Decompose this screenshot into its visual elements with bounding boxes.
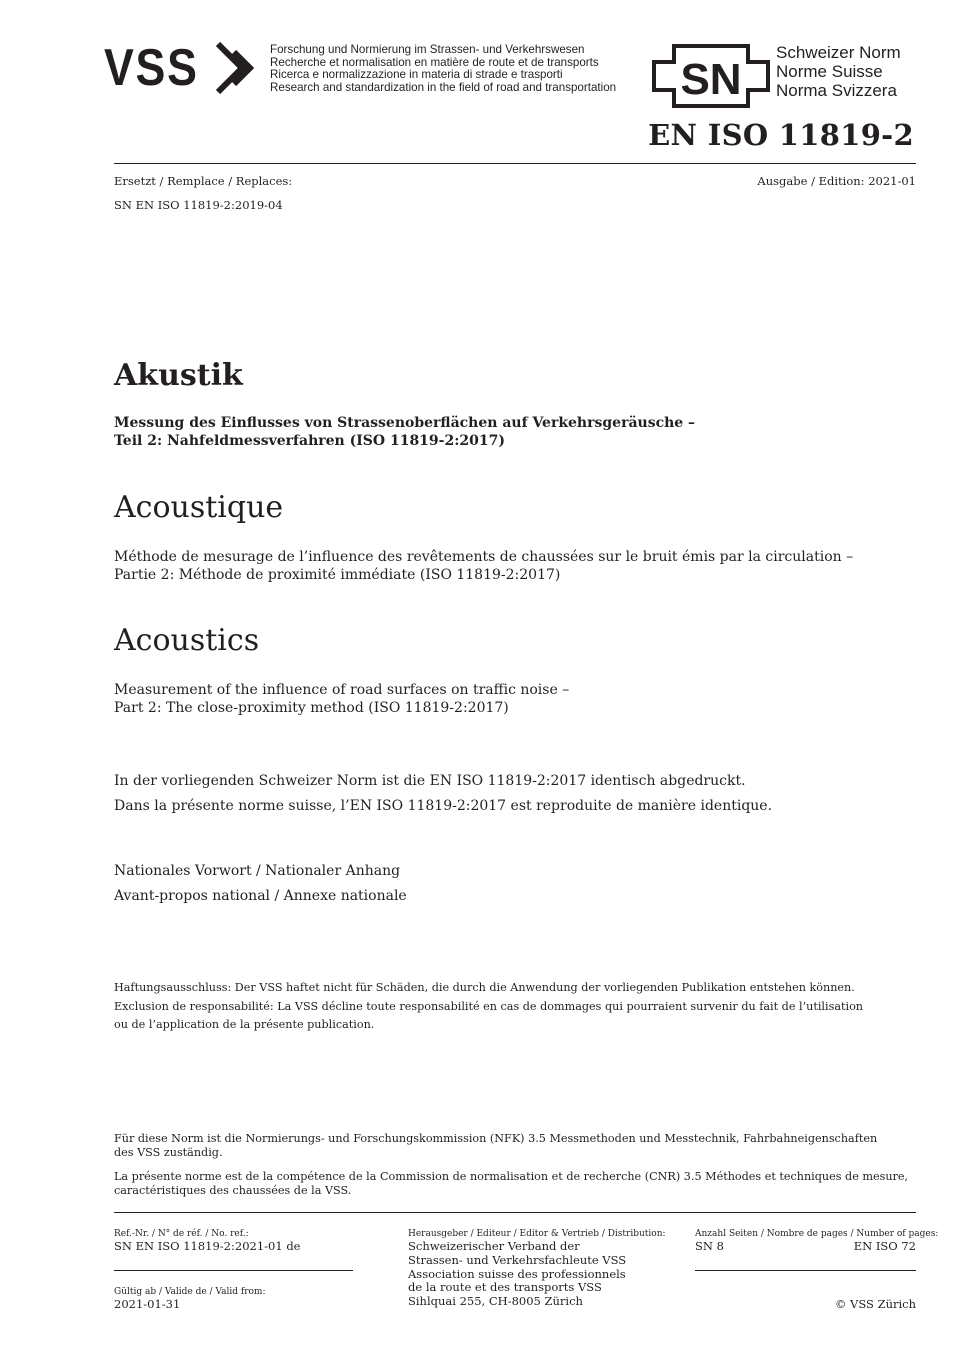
vss-logo xyxy=(104,40,244,98)
publisher-line: de la route et des transports VSS xyxy=(408,1280,602,1295)
footer-col1-rule xyxy=(114,1270,353,1271)
valid-value: 2021-01-31 xyxy=(114,1297,181,1311)
footer-rule xyxy=(114,1212,916,1213)
subtitle-de xyxy=(114,414,695,450)
committee-de xyxy=(114,1132,877,1160)
subtitle-en-line2: Part 2: The close-proximity method (ISO 11819-2:2017) xyxy=(114,700,509,716)
ref-label: Ref.-Nr. / N° de réf. / No. ref.: xyxy=(114,1229,249,1239)
committee-fr-line1: La présente norme est de la compétence de la Commission de normalisation et de recherche (CNR) 3.5 Méthodes et techniques de mesure, xyxy=(114,1170,909,1183)
sn-logo-text: SN xyxy=(680,55,742,104)
edition: Ausgabe / Edition: 2021-01 xyxy=(757,174,916,188)
header-rule xyxy=(114,163,916,164)
subtitle-fr-line2: Partie 2: Méthode de proximité immédiate (ISO 11819-2:2017) xyxy=(114,567,561,583)
disclaimer-fr-line2: ou de l’application de la présente publication. xyxy=(114,1018,375,1031)
vss-chevron-icon xyxy=(204,40,262,98)
publisher-label: Herausgeber / Editeur / Editor & Vertrieb / Distribution: xyxy=(408,1229,666,1239)
ref-value: SN EN ISO 11819-2:2021-01 de xyxy=(114,1239,301,1253)
pages-label: Anzahl Seiten / Nombre de pages / Number of pages: xyxy=(695,1229,939,1239)
subtitle-en-line1: Measurement of the influence of road surfaces on traffic noise – xyxy=(114,682,570,698)
national-foreword-fr: Avant-propos national / Annexe nationale xyxy=(114,888,407,904)
title-fr: Acoustique xyxy=(114,490,284,525)
pages-sn: SN 8 xyxy=(695,1239,724,1253)
footer-col3-rule xyxy=(695,1270,916,1271)
publisher-line: Schweizerischer Verband der xyxy=(408,1239,580,1253)
committee-fr-line2: caractéristiques des chaussées de la VSS. xyxy=(114,1183,352,1197)
committee-de-line2: des VSS zuständig. xyxy=(114,1145,223,1159)
document-number: EN ISO 11819-2 xyxy=(648,118,914,152)
committee-fr xyxy=(114,1170,908,1198)
title-de: Akustik xyxy=(114,358,243,393)
vss-tagline-de: Forschung und Normierung im Strassen- und Verkehrswesen xyxy=(270,43,585,56)
publisher-line: Association suisse des professionnels xyxy=(408,1266,626,1281)
sn-label-de: Schweizer Norm xyxy=(776,43,901,62)
statement-fr: Dans la présente norme suisse, l’EN ISO 11819-2:2017 est reproduite de manière identique. xyxy=(114,798,773,814)
title-en: Acoustics xyxy=(114,623,260,658)
valid-label: Gültig ab / Valide de / Valid from: xyxy=(114,1287,266,1297)
statement-de: In der vorliegenden Schweizer Norm ist die EN ISO 11819-2:2017 identisch abgedruckt. xyxy=(114,773,746,789)
subtitle-fr-line1: Méthode de mesurage de l’influence des revêtements de chaussées sur le bruit émis par la circulation – xyxy=(114,549,854,565)
subtitle-en xyxy=(114,681,569,717)
disclaimer-de: Haftungsausschluss: Der VSS haftet nicht für Schäden, die durch die Anwendung der vorliegenden Publikation entstehen können. xyxy=(114,981,855,994)
national-foreword-de: Nationales Vorwort / Nationaler Anhang xyxy=(114,863,401,879)
sn-label-it: Norma Svizzera xyxy=(776,81,897,100)
disclaimer-fr-line1: Exclusion de responsabilité: La VSS décline toute responsabilité en cas de dommages qui pourraient survenir du fait de l’utilisation xyxy=(114,999,864,1013)
committee-de-line1: Für diese Norm ist die Normierungs- und Forschungskommission (NFK) 3.5 Messmethoden und Messtechnik, Fahrbahneigenschaften xyxy=(114,1132,878,1145)
replaces-value: SN EN ISO 11819-2:2019-04 xyxy=(114,198,283,212)
vss-tagline-fr: Recherche et normalisation en matière de route et de transports xyxy=(270,55,599,69)
publisher-line: Sihlquai 255, CH-8005 Zürich xyxy=(408,1294,583,1309)
publisher-line: Strassen- und Verkehrsfachleute VSS xyxy=(408,1252,627,1267)
publisher-address xyxy=(408,1240,626,1309)
replaces-label: Ersetzt / Remplace / Replaces: xyxy=(114,174,293,188)
vss-tagline-en: Research and standardization in the field of road and transportation xyxy=(270,80,617,94)
subtitle-de-line2: Teil 2: Nahfeldmessverfahren (ISO 11819-2:2017) xyxy=(114,433,505,449)
sn-norm-labels xyxy=(776,43,901,100)
pages-iso: EN ISO 72 xyxy=(853,1239,916,1253)
sn-label-fr: Norme Suisse xyxy=(776,62,883,81)
disclaimer xyxy=(114,979,863,1035)
vss-tagline xyxy=(270,44,616,94)
vss-tagline-it: Ricerca e normalizzazione in materia di strade e trasporti xyxy=(270,68,563,82)
subtitle-fr xyxy=(114,548,853,584)
copyright: © VSS Zürich xyxy=(834,1297,916,1311)
vss-logo-text: VSS xyxy=(104,39,199,97)
sn-cross-logo xyxy=(652,44,770,110)
subtitle-de-line1: Messung des Einflusses von Strassenoberflächen auf Verkehrsgeräusche – xyxy=(114,415,696,431)
